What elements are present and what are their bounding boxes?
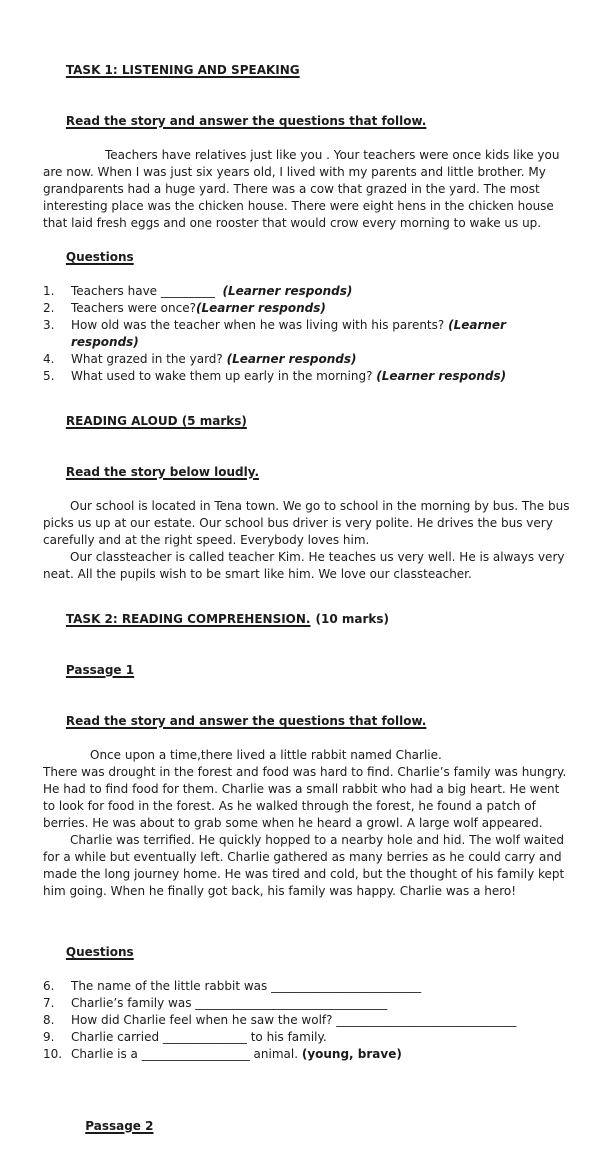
learner-responds-label: (Learner responds): [222, 284, 353, 298]
task2-section: [43, 594, 575, 1063]
task1-section: [43, 45, 575, 385]
passage2-label: Passage 2: [85, 1119, 154, 1133]
question-number: 2.: [43, 301, 55, 315]
reading-aloud-instruction: Read the story below loudly.: [65, 465, 260, 479]
section-spacer: [43, 900, 575, 927]
question-item-7: [43, 995, 575, 1012]
task2-questions-heading: Questions: [65, 945, 134, 959]
reading-aloud-paragraph-2: Our classteacher is called teacher Kim. He teaches us very well. He is always very neat. All the pupils wish to be smart like him. We love our classteacher.: [43, 550, 565, 581]
learner-responds-label: (Learner responds): [71, 318, 511, 349]
task1-questions-heading: Questions: [65, 250, 134, 264]
task2-paragraph-2: Charlie was terrified. He quickly hopped to a nearby hole and hid. The wolf waited for a while but eventually left. Charlie gathered as many berries as he could carry and made the long journey home. He was tired and cold, but the thought of his family kept him going. When he finally got back, his family was happy. Charlie was a hero!: [43, 833, 565, 898]
learner-responds-label: (Learner responds): [376, 369, 507, 383]
question-item-9: [43, 1029, 575, 1046]
question-text: What grazed in the yard? (Learner responds): [71, 352, 357, 366]
learner-responds-label: (Learner responds): [195, 301, 326, 315]
question-item-1: [43, 283, 575, 300]
question-number: 4.: [43, 352, 55, 366]
question-text: What used to wake them up early in the morning? (Learner responds): [71, 369, 507, 383]
question-item-4: [43, 351, 575, 368]
question-text: Charlie carried ______________ to his family.: [71, 1030, 327, 1044]
task1-story-paragraph: Teachers have relatives just like you . Your teachers were once kids like you are now. When I was just six years old, I lived with my parents and little brother. My grandparents had a huge yard. There was a cow that grazed in the yard. The most interesting place was the chicken house. There were eight hens in the chicken house that laid fresh eggs and one rooster that would crow every morning to wake us up.: [43, 148, 560, 230]
question-item-8: [43, 1012, 575, 1029]
question-number: 10.: [43, 1047, 63, 1061]
task2-paragraph-1: There was drought in the forest and food was hard to find. Charlie’s family was hungry. He had to find food for them. Charlie was a small rabbit who had a big heart. He went to look for food in the forest. As he walked through the forest, he found a patch of berries. He was about to grab some when he heard a growl. A large wolf appeared.: [43, 765, 567, 830]
learner-responds-label: (Learner responds): [226, 352, 357, 366]
question-item-3: [43, 317, 575, 351]
reading-aloud-section: [43, 396, 575, 583]
question-item-10: [43, 1046, 575, 1063]
question-item-6: [43, 978, 575, 995]
question-text: The name of the little rabbit was _________________________: [71, 979, 422, 993]
task1-title: TASK 1: LISTENING AND SPEAKING: [65, 63, 300, 77]
task2-title: TASK 2: READING COMPREHENSION. (10 marks): [65, 612, 389, 626]
task2-intro-line: Once upon a time,there lived a little rabbit named Charlie.: [90, 748, 442, 762]
question-text: Charlie’s family was ________________________________: [71, 996, 388, 1010]
question-number: 6.: [43, 979, 55, 993]
reading-aloud-title: READING ALOUD (5 marks): [65, 414, 247, 428]
section-spacer: [43, 1063, 575, 1101]
question-text: Teachers have _________ (Learner responds): [71, 284, 353, 298]
section-spacer: [43, 385, 575, 396]
answer-options-label: (young, brave): [301, 1047, 402, 1061]
question-number: 9.: [43, 1030, 55, 1044]
question-item-2: [43, 300, 575, 317]
question-number: 7.: [43, 996, 55, 1010]
question-text: How old was the teacher when he was living with his parents? (Learner responds): [71, 318, 511, 349]
reading-aloud-paragraph-1: Our school is located in Tena town. We go to school in the morning by bus. The bus picks us up at our estate. Our school bus driver is very polite. He drives the bus very carefully and at the right speed. Everybody loves him.: [43, 499, 570, 547]
passage1-label: Passage 1: [65, 663, 135, 677]
task1-instruction: Read the story and answer the questions that follow.: [65, 114, 427, 128]
task2-instruction: Read the story and answer the questions that follow.: [65, 714, 427, 728]
question-number: 3.: [43, 318, 55, 332]
question-item-5: [43, 368, 575, 385]
question-number: 1.: [43, 284, 55, 298]
question-text: Charlie is a __________________ animal. (young, brave): [71, 1047, 402, 1061]
question-text: How did Charlie feel when he saw the wolf? ______________________________: [71, 1013, 517, 1027]
section-spacer: [43, 583, 575, 594]
question-number: 8.: [43, 1013, 55, 1027]
question-number: 5.: [43, 369, 55, 383]
question-text: Teachers were once?(Learner responds): [71, 301, 326, 315]
task2-marks: (10 marks): [315, 612, 389, 626]
